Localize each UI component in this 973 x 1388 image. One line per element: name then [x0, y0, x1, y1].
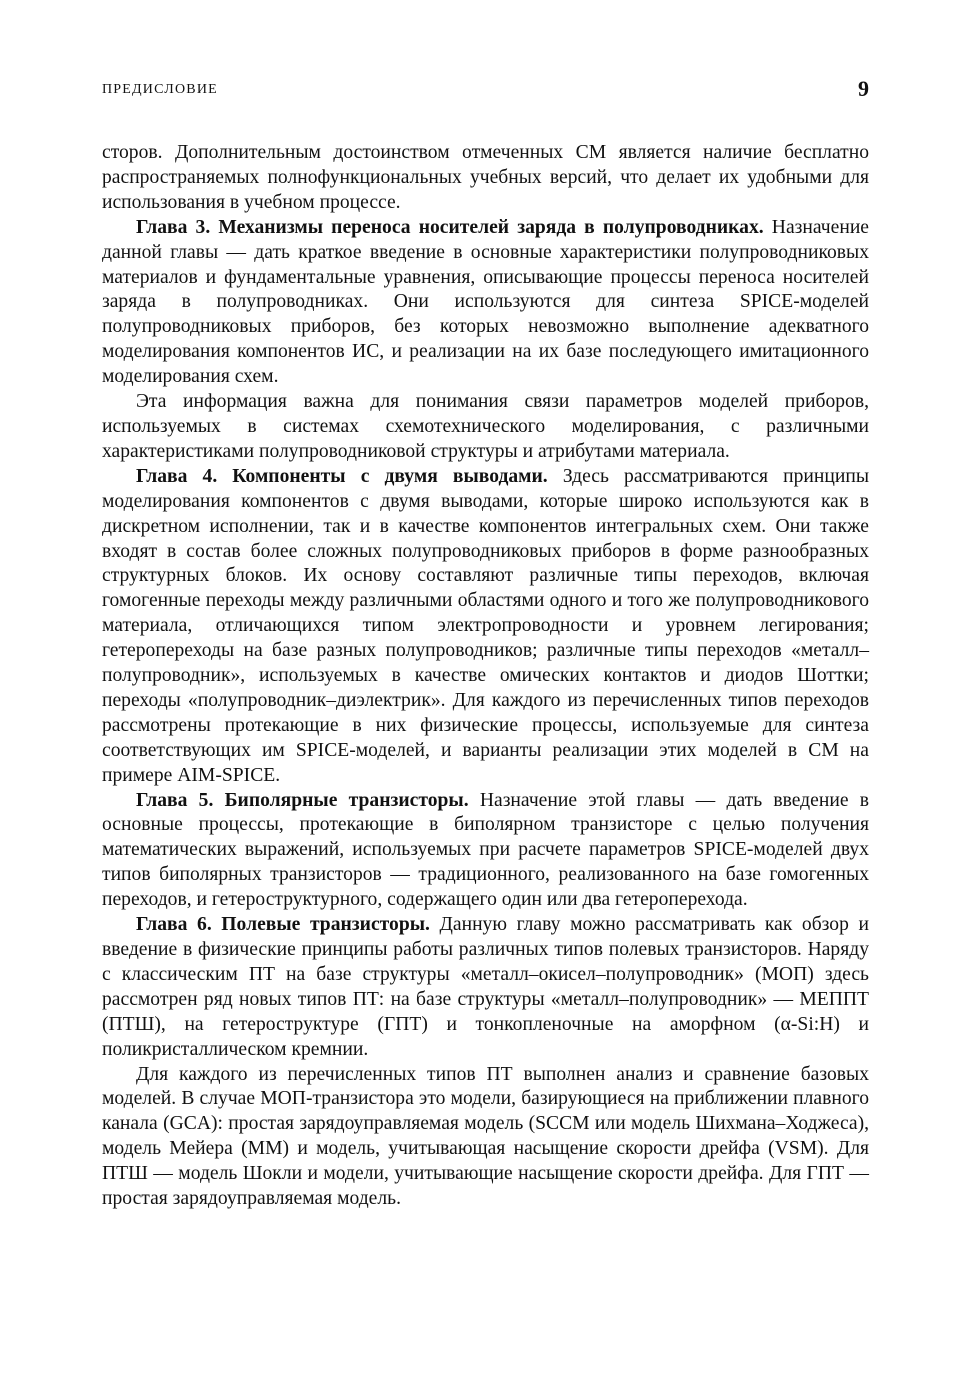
paragraph-chapter-4 — [102, 465, 869, 789]
running-head: ПРЕДИСЛОВИЕ — [102, 82, 218, 97]
paragraph-text: Назначение данной главы — дать краткое введение в основные характеристики полупроводниковых материалов и фундаментальные уравнения, описывающие процессы переноса носителей заряда в полупроводниках. Они используются для синтеза SPICE-моделей полупроводниковых приборов, без которых невозможно выполнение адекватного моделирования компонентов ИС, и реализации на их базе последующего имитационного моделирования схем. — [102, 216, 869, 388]
chapter-heading: Глава 4. Компоненты с двумя выводами. — [136, 465, 548, 487]
page-number: 9 — [858, 76, 869, 101]
page-body — [102, 141, 869, 1212]
chapter-heading: Глава 5. Биполярные транзисторы. — [136, 789, 469, 811]
paragraph-chapter-3 — [102, 216, 869, 390]
paragraph-text: сторов. Дополнительным достоинством отмеченных СМ является наличие бесплатно распространяемых полнофункциональных учебных версий, что делает их удобными для использования в учебном процессе. — [102, 142, 869, 213]
paragraph-text: Назначение этой главы — дать введение в основные процессы, протекающие в биполярном транзисторе с целью получения математических выражений, используемых при расчете параметров SPICE-моделей двух типов биполярных транзисторов — традиционного, реализованного на базе гомогенных переходов, и гетероструктурного, содержащего один или два гетероперехода. — [102, 789, 869, 911]
chapter-heading: Глава 3. Механизмы переноса носителей заряда в полупроводниках. — [136, 216, 764, 238]
paragraph-text: Здесь рассматриваются принципы моделирования компонентов с двумя выводами, которые широко используются как в дискретном исполнении, так и в качестве компонентов интегральных схем. Они также входят в состав более сложных полупроводниковых приборов в форме разнообразных структурных блоков. Их основу составляют различные типы переходов, включая гомогенные переходы между различными областями одного и того же полупроводникового материала, отличающихся типом электропроводности и уровнем легирования; гетеропереходы на базе разных полупроводников; различные типы переходов «металл–полупроводник», используемых в качестве омических контактов и диодов Шоттки; переходы «полупроводник–диэлектрик». Для каждого из перечисленных типов переходов рассмотрены протекающие в них физические процессы, используемые для синтеза соответствующих им SPICE-моделей, и варианты реализации этих моделей в СМ на примере AIM-SPICE. — [102, 465, 870, 786]
paragraph-chapter-6 — [102, 913, 869, 1062]
paragraph-continuation — [102, 141, 869, 216]
paragraph-chapter-5 — [102, 789, 869, 914]
page-header — [102, 76, 869, 106]
chapter-heading: Глава 6. Полевые транзисторы. — [136, 914, 430, 936]
paragraph-text: Данную главу можно рассматривать как обзор и введение в физические принципы работы различных типов полевых транзисторов. Наряду с классическим ПТ на базе структуры «металл–окисел–полупроводник» (МОП) здесь рассмотрен ряд новых типов ПТ: на базе структуры «металл–полупроводник» — МЕППТ (ПТШ), на гетероструктуре (ГПТ) и тонкопленочные на аморфном (α-Si:H) и поликристаллическом кремнии. — [102, 914, 869, 1060]
paragraph-text: Для каждого из перечисленных типов ПТ выполнен анализ и сравнение базовых моделей. В случае МОП-транзистора это модели, базирующиеся на приближении плавного канала (GCA): простая зарядоуправляемая модель (SCCM или модель Шихмана–Ходжеса), модель Мейера (ММ) и модель, учитывающая насыщение скорости дрейфа (VSM). Для ПТШ — модель Шокли и модели, учитывающие насыщение скорости дрейфа. Для ГПТ — простая зарядоуправляемая модель. — [102, 1063, 869, 1210]
paragraph-chapter-6-models — [102, 1063, 869, 1212]
paragraph-text: Эта информация важна для понимания связи параметров моделей приборов, используемых в системах схемотехнического моделирования, с различными характеристиками полупроводниковой структуры и атрибутами материала. — [102, 391, 869, 462]
paragraph-chapter-3-note — [102, 390, 869, 465]
